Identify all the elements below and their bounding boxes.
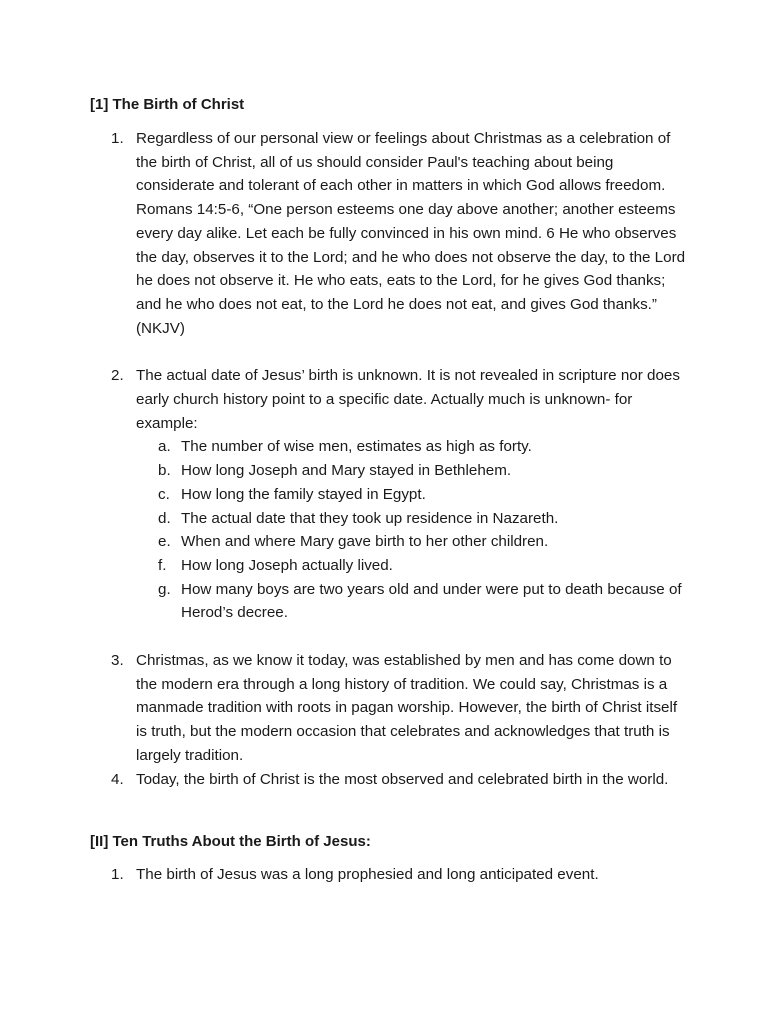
sublist-letter: e. [158,533,171,551]
sublist-item [136,530,690,554]
list-number: 2. [111,367,124,385]
list-number: 4. [111,770,124,788]
sublist-letter: d. [158,509,171,527]
lettered-sublist [136,435,690,625]
list-item-text: Christmas, as we know it today, was established by men and has come down to the modern era through a long history of tradition. We could say, Christmas is a manmade tradition with roots in pagan worship. However, the birth of Christ itself is truth, but the modern occasion that celebrates and acknowledges that truth is largely tradition. [136,652,678,764]
sublist-letter: b. [158,462,171,480]
list-item [90,127,690,340]
section-heading-ten-truths: [II] Ten Truths About the Birth of Jesus: [90,833,371,850]
sublist-item-text: The number of wise men, estimates as high as forty. [181,438,532,456]
list-item [90,364,690,625]
sublist-item [136,459,690,483]
list-item-text: Today, the birth of Christ is the most observed and celebrated birth in the world. [136,770,669,788]
sublist-item-text: When and where Mary gave birth to her other children. [181,533,549,551]
list-item-text: The actual date of Jesus’ birth is unknown. It is not revealed in scripture nor does early church history point to a specific date. Actually much is unknown- for example: [136,367,680,432]
sublist-item [136,554,690,578]
sublist-item [136,483,690,507]
sublist-item-text: How many boys are two years old and under were put to death because of Herod’s decree. [181,580,682,622]
list-item [90,768,690,792]
sublist-letter: c. [158,485,170,503]
sublist-item [136,578,690,625]
sublist-letter: g. [158,580,171,598]
sublist-item-text: How long the family stayed in Egypt. [181,485,426,503]
sublist-item-text: The actual date that they took up residence in Nazareth. [181,509,559,527]
sublist-item-text: How long Joseph actually lived. [181,556,393,574]
list-item [90,863,690,887]
sublist-letter: f. [158,556,167,574]
numbered-list [90,863,690,887]
list-item [90,649,690,768]
list-item-text: Regardless of our personal view or feelings about Christmas as a celebration of the birth of Christ, all of us should consider Paul's teaching about being considerate and tolerant of each other in matters in which God allows freedom. Romans 14:5-6, “One person esteems one day above another; another esteems every day alike. Let each be fully convinced in his own mind. 6 He who observes the day, observes it to the Lord; and he who does not observe the day, to the Lord he does not observe it. He who eats, eats to the Lord, for he gives God thanks; and he who does not eat, to the Lord he does not eat, and gives God thanks.” (NKJV) [136,130,686,337]
list-number: 1. [111,130,124,147]
list-item-text: The birth of Jesus was a long prophesied and long anticipated event. [136,866,599,883]
sublist-item-text: How long Joseph and Mary stayed in Bethlehem. [181,462,512,480]
sublist-letter: a. [158,438,171,456]
sublist-item [136,507,690,531]
numbered-list [90,127,690,791]
list-number: 3. [111,652,124,670]
list-number: 1. [111,866,124,883]
sublist-item [136,435,690,459]
section-heading-birth-of-christ: [1] The Birth of Christ [90,96,245,113]
